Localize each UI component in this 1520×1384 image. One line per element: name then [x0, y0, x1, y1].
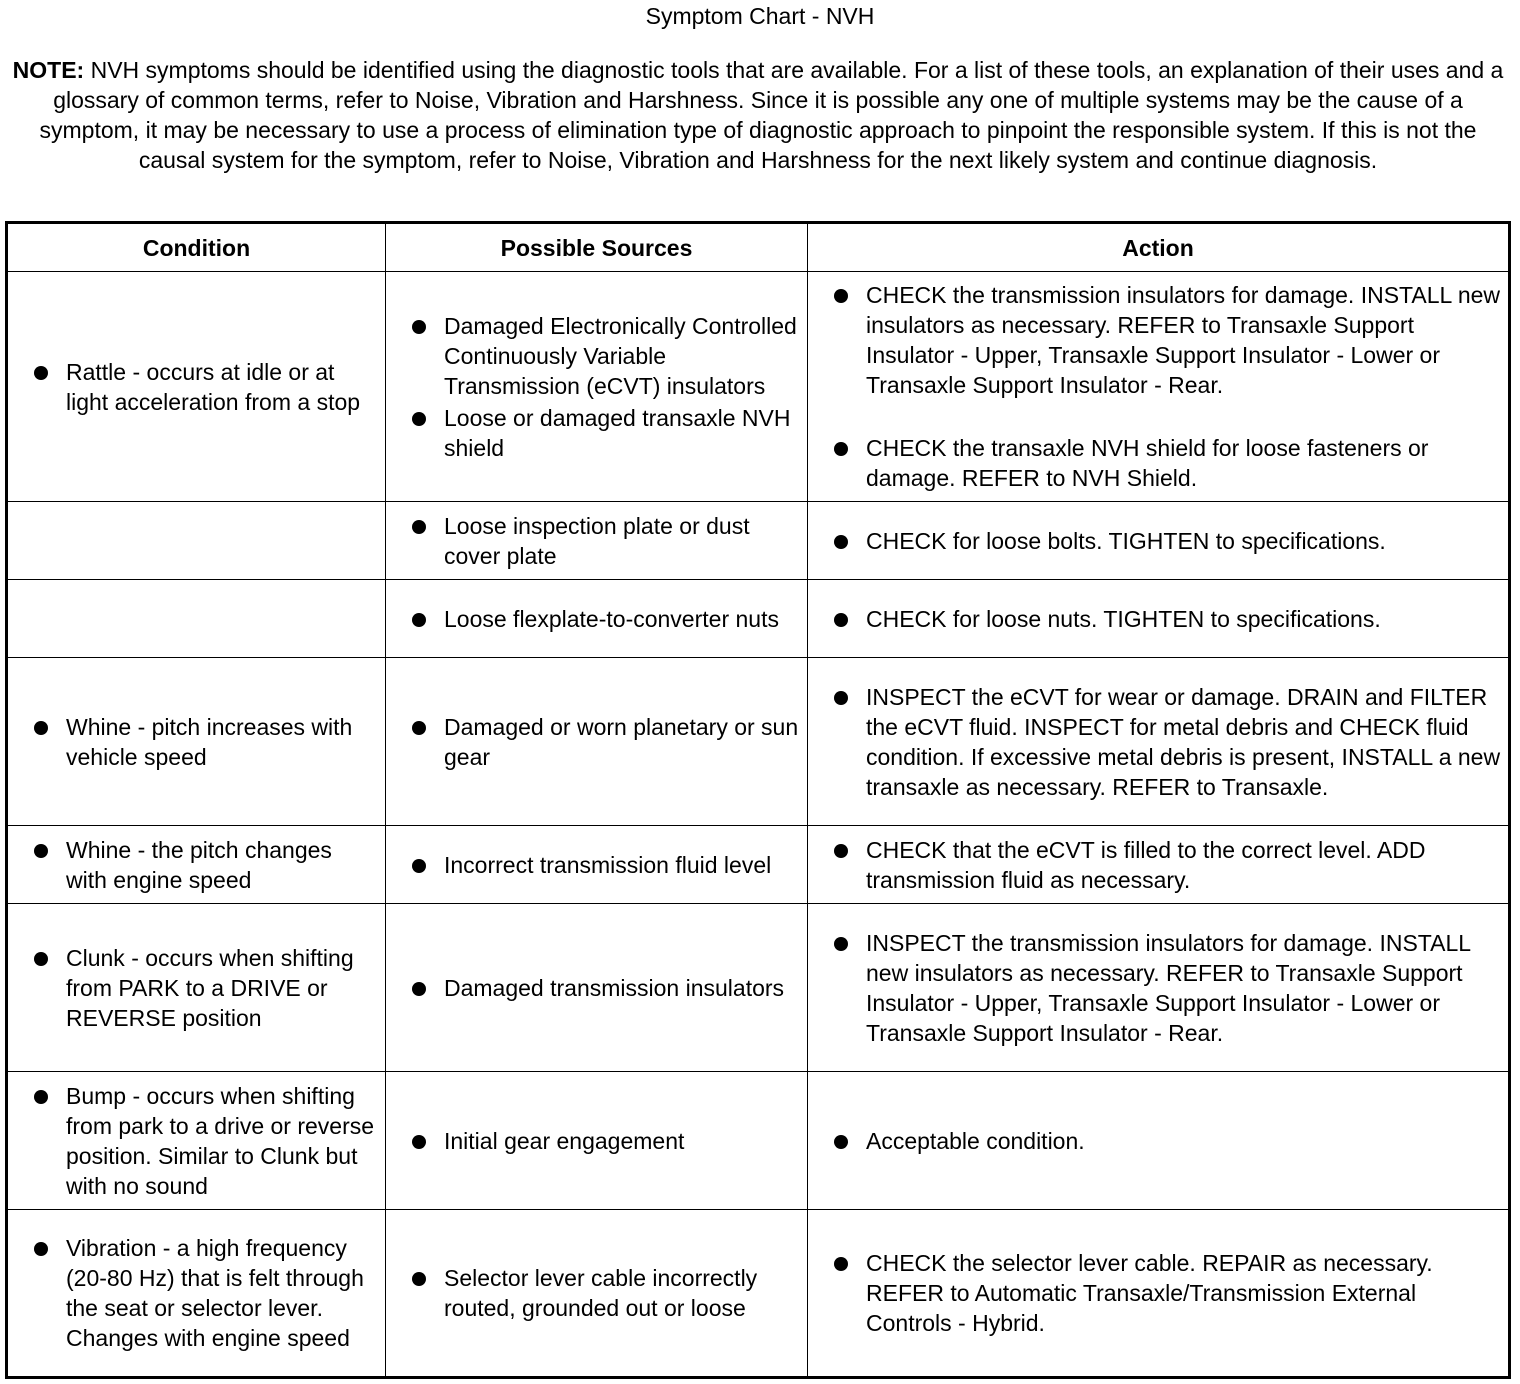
action-item: CHECK for loose nuts. TIGHTEN to specifications.	[808, 604, 1508, 634]
source-item: Initial gear engagement	[386, 1126, 807, 1156]
action-item: CHECK that the eCVT is filled to the correct level. ADD transmission fluid as necessary.	[808, 835, 1508, 895]
condition-item: Whine - the pitch changes with engine speed	[8, 835, 385, 895]
sources-cell	[386, 502, 808, 580]
action-item: CHECK the selector lever cable. REPAIR as necessary. REFER to Automatic Transaxle/Transmission External Controls - Hybrid.	[808, 1248, 1508, 1338]
source-item: Damaged or worn planetary or sun gear	[386, 712, 807, 772]
table-row	[7, 1072, 1510, 1210]
action-cell	[808, 502, 1510, 580]
table-row	[7, 580, 1510, 658]
note-label: NOTE:	[12, 57, 85, 83]
action-item: INSPECT the eCVT for wear or damage. DRAIN and FILTER the eCVT fluid. INSPECT for metal debris and CHECK fluid condition. If excessive metal debris is present, INSTALL a new transaxle as necessary. REFER to Transaxle.	[808, 682, 1508, 802]
header-action: Action	[808, 223, 1510, 272]
action-cell	[808, 580, 1510, 658]
header-condition: Condition	[7, 223, 386, 272]
condition-cell	[7, 272, 386, 502]
condition-cell	[7, 502, 386, 580]
source-item: Loose or damaged transaxle NVH shield	[386, 403, 807, 463]
action-cell	[808, 904, 1510, 1072]
sources-cell	[386, 1072, 808, 1210]
header-row	[7, 223, 1510, 272]
source-item: Damaged transmission insulators	[386, 973, 807, 1003]
sources-cell	[386, 904, 808, 1072]
sources-cell	[386, 658, 808, 826]
sources-cell	[386, 826, 808, 904]
action-cell	[808, 1072, 1510, 1210]
note-paragraph	[6, 55, 1510, 175]
condition-cell	[7, 1072, 386, 1210]
table-row	[7, 826, 1510, 904]
action-cell	[808, 826, 1510, 904]
source-item: Damaged Electronically Controlled Continuously Variable Transmission (eCVT) insulators	[386, 311, 807, 401]
note-text: NVH symptoms should be identified using the diagnostic tools that are available. For a list of these tools, an explanation of their uses and a glossary of common terms, refer to Noise, Vibration and Harshness. Since it is possible any one of multiple systems may be the cause of a symptom, it may be necessary to use a process of elimination type of diagnostic approach to pinpoint the responsible system. If this is not the causal system for the symptom, refer to Noise, Vibration and Harshness for the next likely system and continue diagnosis.	[39, 57, 1504, 173]
condition-item: Bump - occurs when shifting from park to a drive or reverse position. Similar to Clunk but with no sound	[8, 1081, 385, 1201]
action-cell	[808, 658, 1510, 826]
page-title: Symptom Chart - NVH	[645, 3, 875, 29]
condition-cell	[7, 826, 386, 904]
table-row	[7, 1210, 1510, 1378]
sources-cell	[386, 580, 808, 658]
header-possible-sources: Possible Sources	[386, 223, 808, 272]
action-cell	[808, 272, 1510, 502]
condition-item: Clunk - occurs when shifting from PARK to a DRIVE or REVERSE position	[8, 943, 385, 1033]
action-cell	[808, 1210, 1510, 1378]
source-item: Loose flexplate-to-converter nuts	[386, 604, 807, 634]
action-item: CHECK for loose bolts. TIGHTEN to specifications.	[808, 526, 1508, 556]
action-item: CHECK the transmission insulators for damage. INSTALL new insulators as necessary. REFER to Transaxle Support Insulator - Upper, Transaxle Support Insulator - Lower or Transaxle Support Insulator - Rear.	[808, 280, 1508, 400]
table-row	[7, 904, 1510, 1072]
action-item: INSPECT the transmission insulators for damage. INSTALL new insulators as necessary. REFER to Transaxle Support Insulator - Upper, Transaxle Support Insulator - Lower or Transaxle Support Insulator - Rear.	[808, 928, 1508, 1048]
condition-cell	[7, 658, 386, 826]
sources-cell	[386, 1210, 808, 1378]
sources-cell	[386, 272, 808, 502]
table-row	[7, 502, 1510, 580]
action-item: Acceptable condition.	[808, 1126, 1508, 1156]
condition-item: Vibration - a high frequency (20-80 Hz) that is felt through the seat or selector lever. Changes with engine speed	[8, 1233, 385, 1353]
condition-cell	[7, 580, 386, 658]
condition-item: Whine - pitch increases with vehicle speed	[8, 712, 385, 772]
source-item: Selector lever cable incorrectly routed, grounded out or loose	[386, 1263, 807, 1323]
condition-cell	[7, 1210, 386, 1378]
condition-cell	[7, 904, 386, 1072]
symptom-chart-table	[5, 221, 1511, 1379]
table-row	[7, 272, 1510, 502]
action-item: CHECK the transaxle NVH shield for loose fasteners or damage. REFER to NVH Shield.	[808, 433, 1508, 493]
source-item: Incorrect transmission fluid level	[386, 850, 807, 880]
table-row	[7, 658, 1510, 826]
source-item: Loose inspection plate or dust cover plate	[386, 511, 807, 571]
condition-item: Rattle - occurs at idle or at light acceleration from a stop	[8, 357, 385, 417]
